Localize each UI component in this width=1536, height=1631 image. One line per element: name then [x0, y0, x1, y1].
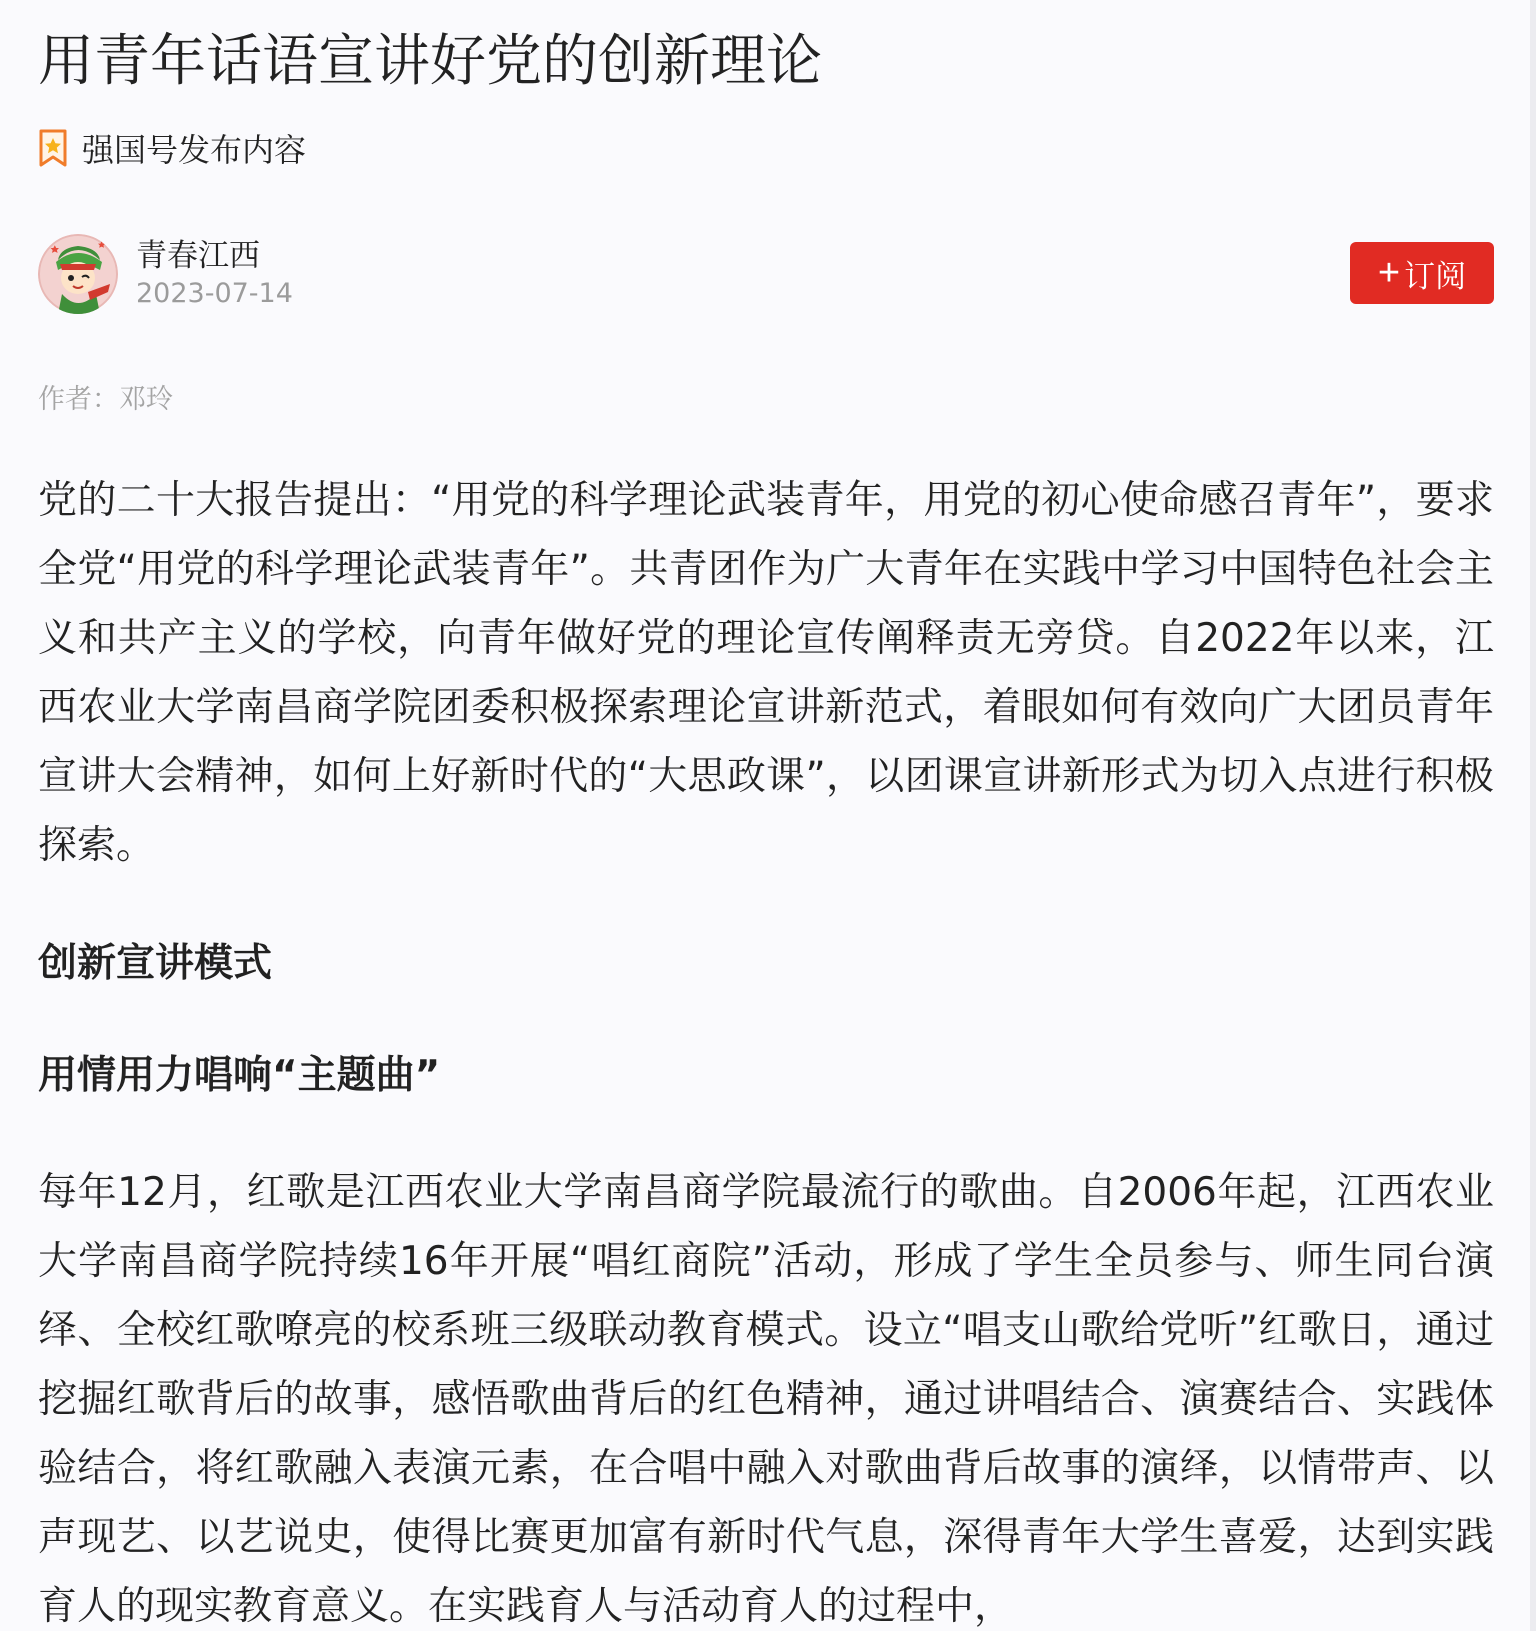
subscribe-button[interactable] — [1350, 242, 1494, 304]
article-paragraph: 每年12月，红歌是江西农业大学南昌商学院最流行的歌曲。自2006年起，江西农业大学南昌商学院持续16年开展“唱红商院”活动，形成了学生全员参与、师生同台演绎、全校红歌嘹亮的校系班三级联动教育模式。设立“唱支山歌给党听”红歌日，通过挖掘红歌背后的故事，感悟歌曲背后的红色精神，通过讲唱结合、演赛结合、实践体验结合，将红歌融入表演元素，在合唱中融入对歌曲背后故事的演绎，以情带声、以声现艺、以艺说史，使得比赛更加富有新时代气息，深得青年大学生喜爱，达到实践育人的现实教育意义。在实践育人与活动育人的过程中， — [38, 1170, 1494, 1629]
article-paragraph: 党的二十大报告提出：“用党的科学理论武装青年，用党的初心使命感召青年”，要求全党“用党的科学理论武装青年”。共青团作为广大青年在实践中学习中国特色社会主义和共产主义的学校，向青年做好党的理论宣传阐释责无旁贷。自2022年以来，江西农业大学南昌商学院团委积极探索理论宣讲新范式，着眼如何有效向广大团员青年宣讲大会精神，如何上好新时代的“大思政课”，以团课宣讲新形式为切入点进行积极探索。 — [38, 478, 1494, 868]
author-meta — [136, 236, 293, 312]
bookmark-star-icon — [38, 129, 68, 167]
subsection-heading: 用情用力唱响“主题曲” — [38, 1053, 441, 1098]
cartoon-mascot-avatar-icon — [38, 234, 118, 314]
publish-date: 2023-07-14 — [136, 278, 293, 309]
article — [38, 0, 1494, 1631]
subscribe-button-label: 订阅 — [1404, 258, 1467, 294]
scrollbar-track[interactable] — [1530, 0, 1536, 1631]
plus-icon: + — [1377, 252, 1401, 294]
section-heading: 创新宣讲模式 — [38, 941, 273, 986]
article-title: 用青年话语宣讲好党的创新理论 — [38, 29, 822, 94]
author-name[interactable]: 青春江西 — [136, 238, 260, 274]
byline: 作者：邓玲 — [38, 384, 173, 415]
author-account — [38, 232, 1494, 316]
author-avatar[interactable] — [38, 234, 118, 314]
source-tag — [38, 126, 1494, 170]
source-tag-label: 强国号发布内容 — [82, 131, 307, 169]
